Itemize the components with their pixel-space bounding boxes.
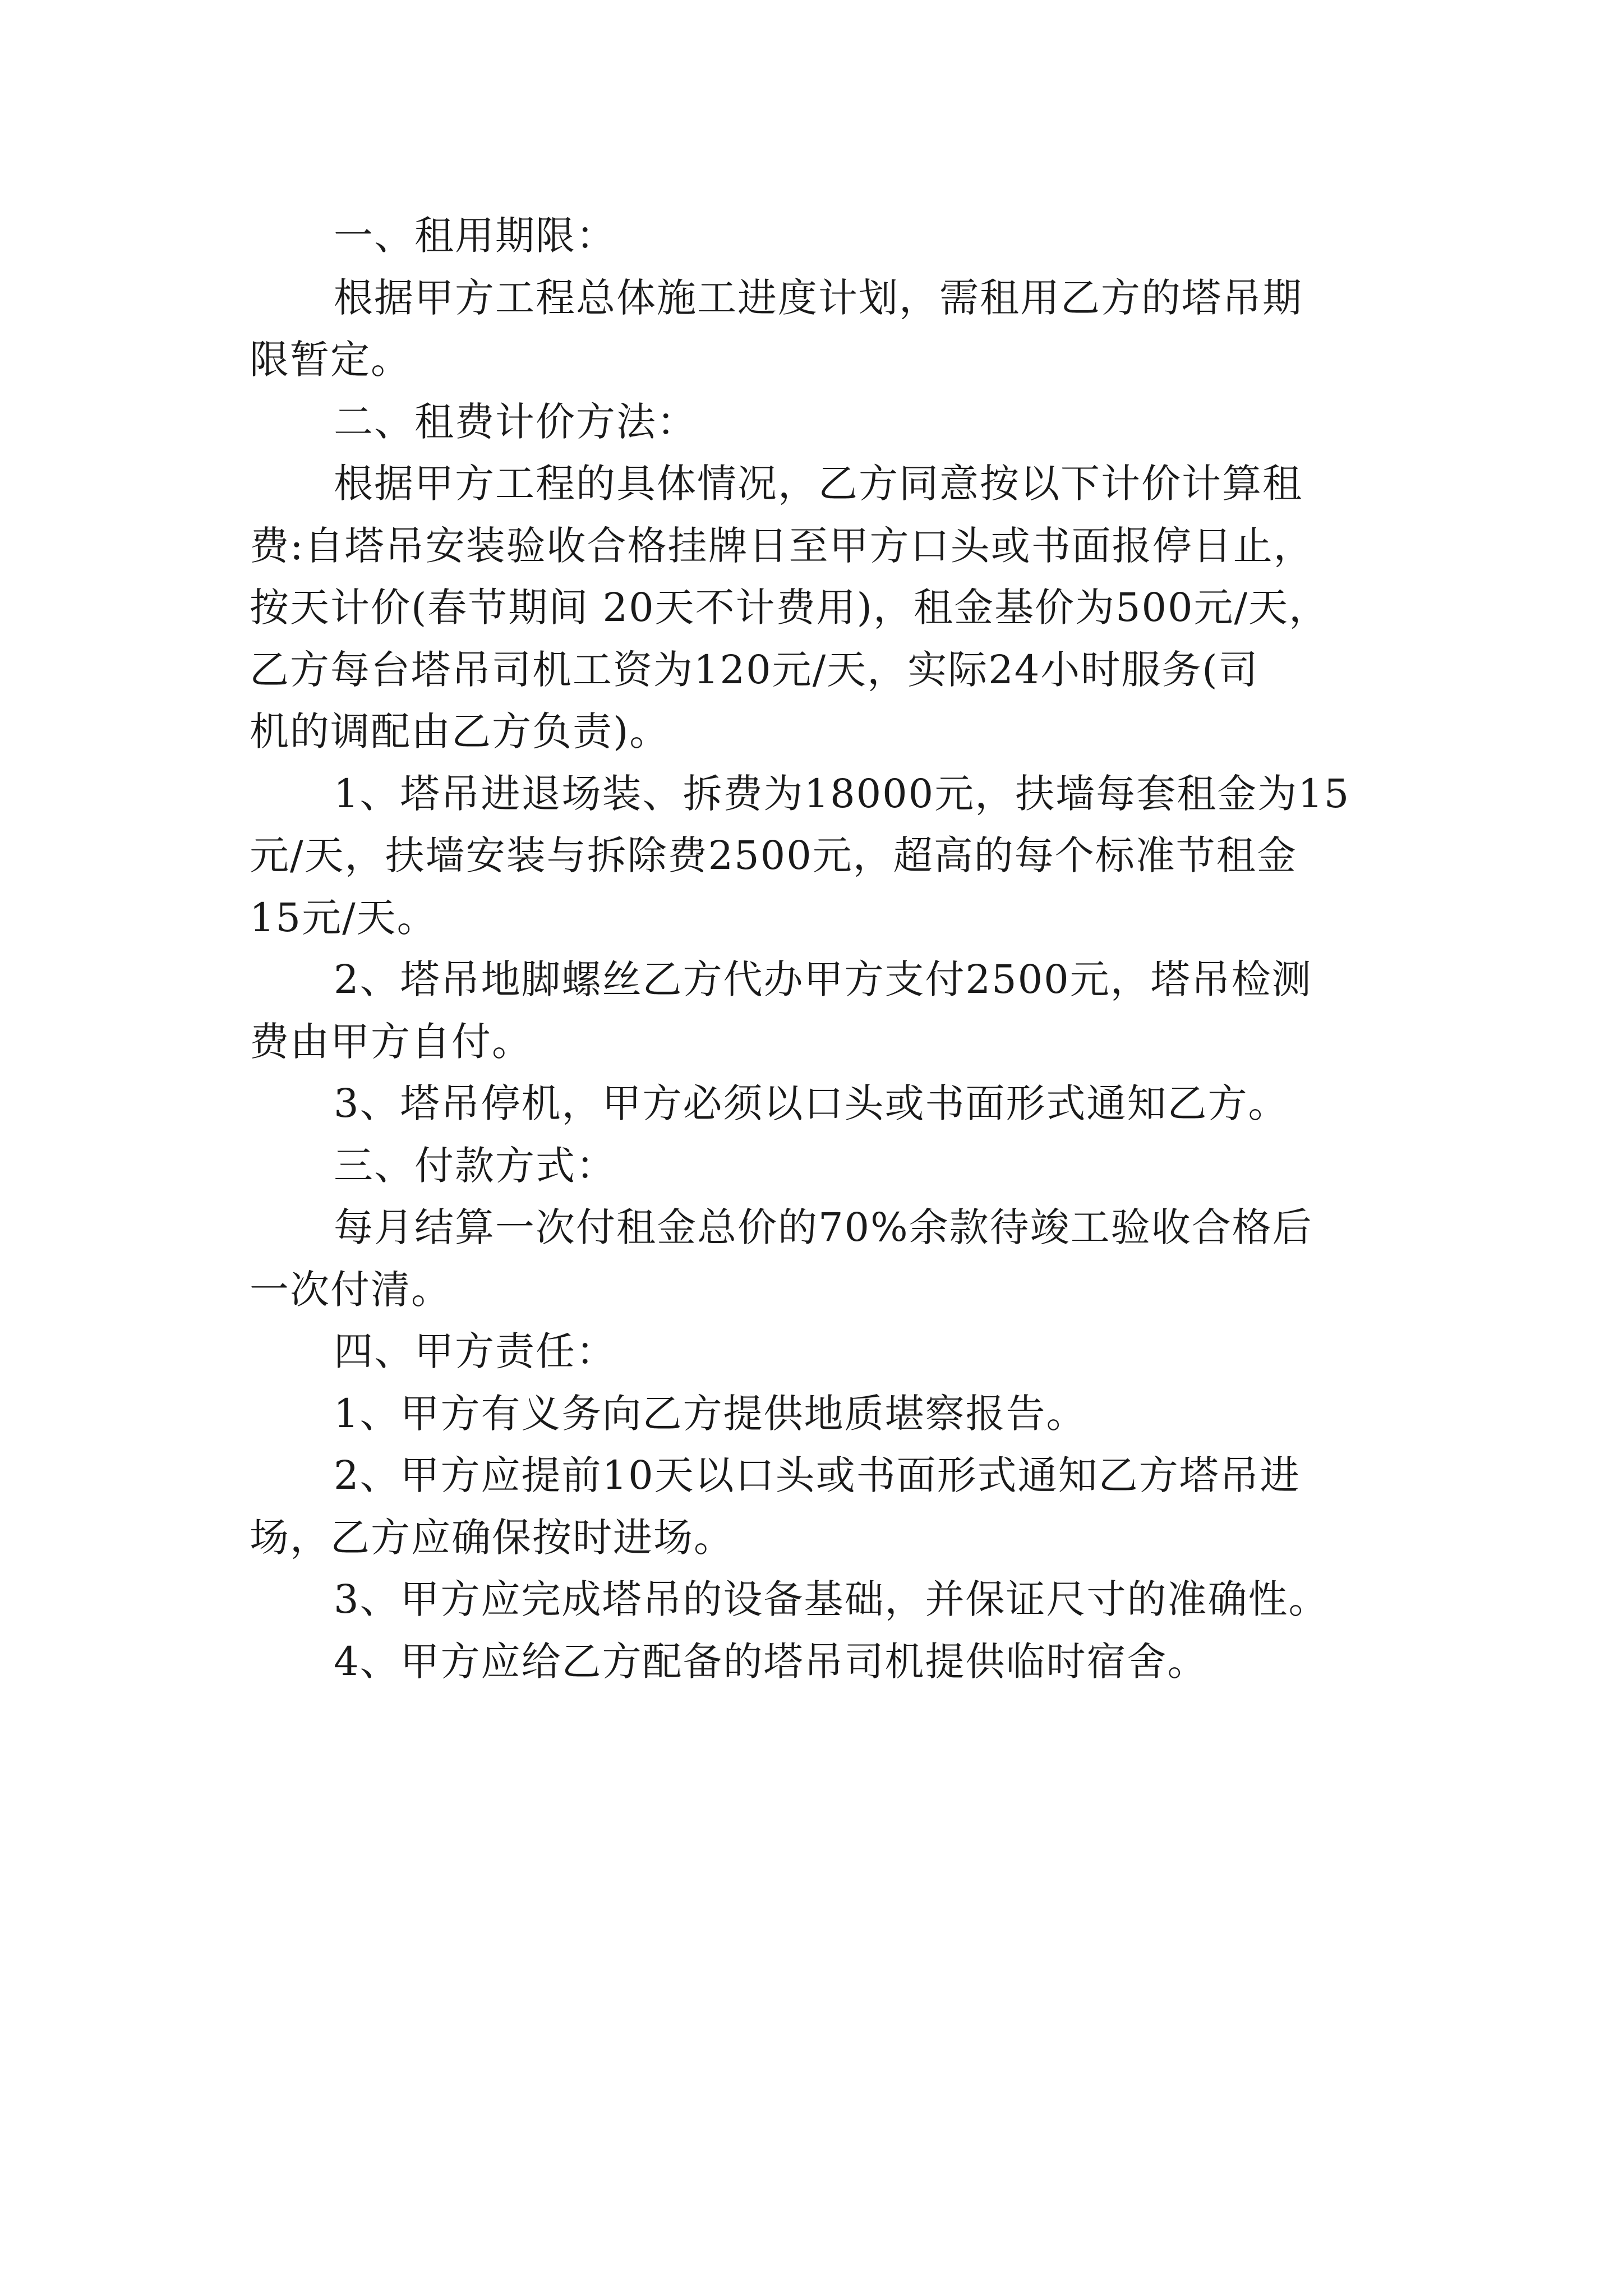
- list-item-4: 4、甲方应给乙方配备的塔吊司机提供临时宿舍。: [334, 1638, 1208, 1685]
- list-item-2: 2、甲方应提前10天以口头或书面形式通知乙方塔吊进: [334, 1452, 1301, 1498]
- paragraph-line: 限暂定。: [250, 337, 411, 383]
- list-item-1: 1、甲方有义务向乙方提供地质堪察报告。: [334, 1390, 1087, 1437]
- paragraph-line: 根据甲方工程总体施工进度计划，需租用乙方的塔吊期: [334, 274, 1303, 321]
- paragraph-line: 根据甲方工程的具体情况，乙方同意按以下计价计算租: [334, 461, 1303, 507]
- paragraph-line: 一次付清。: [250, 1266, 451, 1313]
- section-heading-payment-method: 三、付款方式：: [334, 1142, 616, 1189]
- paragraph-line: 每月结算一次付租金总价的70%余款待竣工验收合格后: [334, 1204, 1313, 1250]
- paragraph-line: 乙方每台塔吊司机工资为120元/天，实际24小时服务(司: [250, 646, 1259, 693]
- paragraph-line: 按天计价(春节期间 20天不计费用)，租金基价为500元/天，: [250, 585, 1330, 631]
- section-heading-lease-term: 一、租用期限：: [334, 213, 616, 259]
- paragraph-line: 费:自塔吊安装验收合格挂牌日至甲方口头或书面报停日止，: [250, 522, 1314, 569]
- paragraph-line: 机的调配由乙方负责)。: [250, 708, 670, 754]
- list-item-2: 2、塔吊地脚螺丝乙方代办甲方支付2500元，塔吊检测: [334, 956, 1312, 1002]
- paragraph-line: 场，乙方应确保按时进场。: [250, 1514, 734, 1561]
- list-item-3: 3、甲方应完成塔吊的设备基础，并保证尺寸的准确性。: [334, 1576, 1329, 1622]
- section-heading-pricing-method: 二、租费计价方法：: [334, 398, 697, 445]
- paragraph-line: 元/天，扶墙安装与拆除费2500元，超高的每个标准节租金: [250, 832, 1297, 878]
- list-item-1: 1、塔吊进退场装、拆费为18000元，扶墙每套租金为15: [334, 770, 1350, 817]
- section-heading-party-a-duties: 四、甲方责任：: [334, 1328, 616, 1374]
- paragraph-line: 15元/天。: [250, 894, 437, 941]
- list-item-3: 3、塔吊停机，甲方必须以口头或书面形式通知乙方。: [334, 1080, 1289, 1126]
- document-page: [250, 205, 1385, 1692]
- paragraph-line: 费由甲方自付。: [250, 1018, 532, 1065]
